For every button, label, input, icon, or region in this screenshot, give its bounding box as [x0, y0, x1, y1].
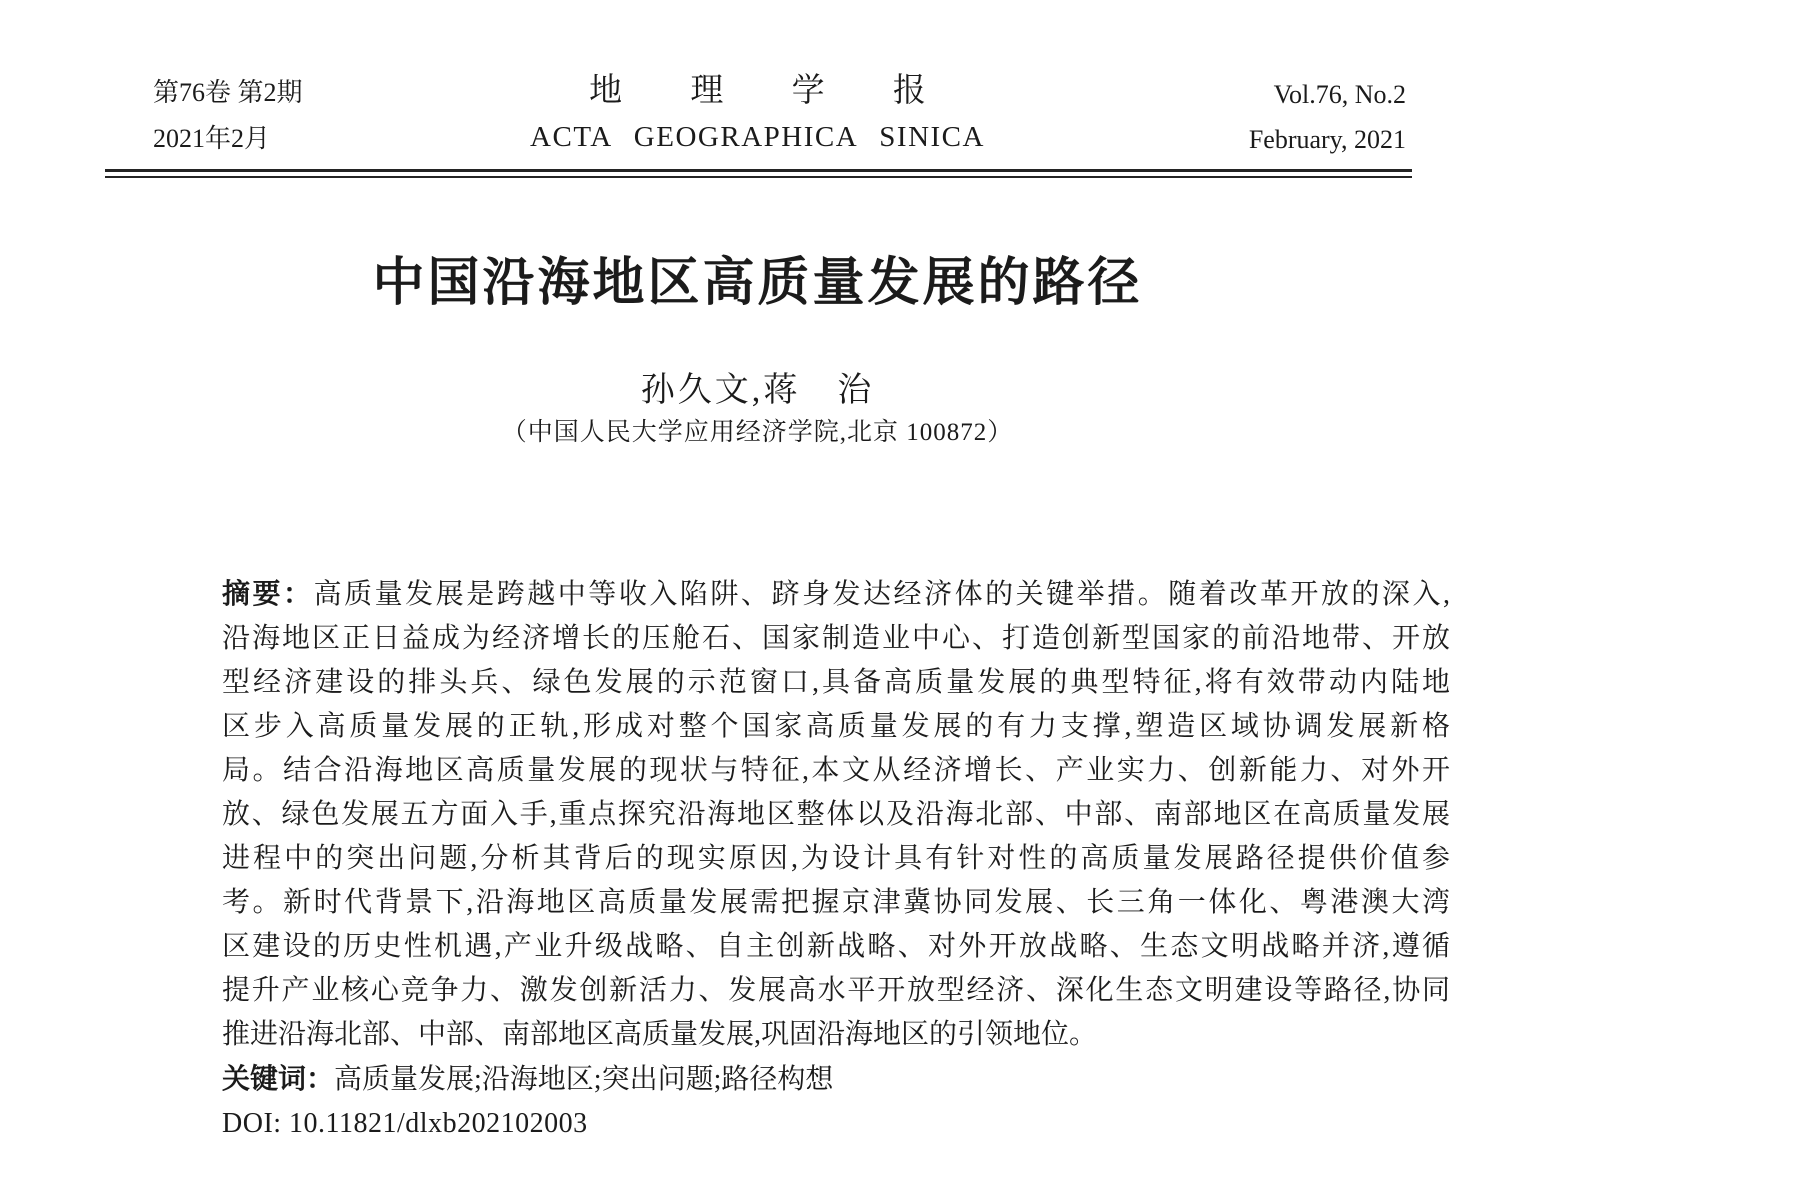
- doi-line: DOI: 10.11821/dlxb202102003: [222, 1108, 588, 1139]
- abstract-line: 沿海地区正日益成为经济增长的压舱石、国家制造业中心、打造创新型国家的前沿地带、开放: [222, 623, 1450, 654]
- header-journal-name: [105, 64, 1410, 154]
- issue-date-cn: 2021年2月: [153, 124, 271, 153]
- header-volume-info: [1249, 72, 1406, 162]
- article-authors: 孙久文,蒋 治: [640, 372, 875, 409]
- issue-date-en: February, 2021: [1248, 125, 1406, 154]
- abstract-text: 高质量发展是跨越中等收入陷阱、跻身发达经济体的关键举措。随着改革开放的深入,: [313, 579, 1450, 610]
- content-column: [105, 0, 1450, 1178]
- abstract-line: 型经济建设的排头兵、绿色发展的示范窗口,具备高质量发展的典型特征,将有效带动内陆地: [222, 667, 1450, 698]
- abstract-line: 区建设的历史性机遇,产业升级战略、自主创新战略、对外开放战略、生态文明战略并济,遵循: [222, 931, 1450, 962]
- abstract-line: 考。新时代背景下,沿海地区高质量发展需把握京津冀协同发展、长三角一体化、粤港澳大湾: [222, 887, 1450, 918]
- journal-title-english: ACTA GEOGRAPHICA SINICA: [530, 121, 985, 153]
- article-affiliation: （中国人民大学应用经济学院,北京 100872）: [501, 419, 1014, 446]
- header-divider-rule: [105, 169, 1412, 178]
- abstract-line: 区步入高质量发展的正轨,形成对整个国家高质量发展的有力支撑,塑造区域协调发展新格: [222, 711, 1450, 742]
- keywords-label: 关键词：: [222, 1063, 335, 1094]
- abstract-line: 推进沿海北部、中部、南部地区高质量发展,巩固沿海地区的引领地位。: [222, 1019, 1098, 1050]
- abstract-label: 摘要：: [222, 578, 314, 609]
- abstract-line: 局。结合沿海地区高质量发展的现状与特征,本文从经济增长、产业实力、创新能力、对外开: [222, 755, 1450, 786]
- abstract-line: 进程中的突出问题,分析其背后的现实原因,为设计具有针对性的高质量发展路径提供价值参: [222, 843, 1450, 874]
- volume-number: Vol.76, No.2: [1273, 80, 1406, 109]
- abstract-line: 提升产业核心竞争力、激发创新活力、发展高水平开放型经济、深化生态文明建设等路径,协同: [222, 975, 1450, 1006]
- abstract-line: [222, 572, 1450, 617]
- abstract-section: [222, 572, 1450, 1146]
- issue-number: 第76卷 第2期: [153, 78, 303, 107]
- journal-title-chinese: 地 理 学 报: [589, 73, 956, 109]
- keywords-line: [222, 1057, 1450, 1102]
- abstract-line: 放、绿色发展五方面入手,重点探究沿海地区整体以及沿海北部、中部、南部地区在高质量发展: [222, 799, 1450, 830]
- article-title: 中国沿海地区高质量发展的路径: [372, 254, 1143, 312]
- keywords-text: 高质量发展;沿海地区;突出问题;路径构想: [334, 1064, 834, 1095]
